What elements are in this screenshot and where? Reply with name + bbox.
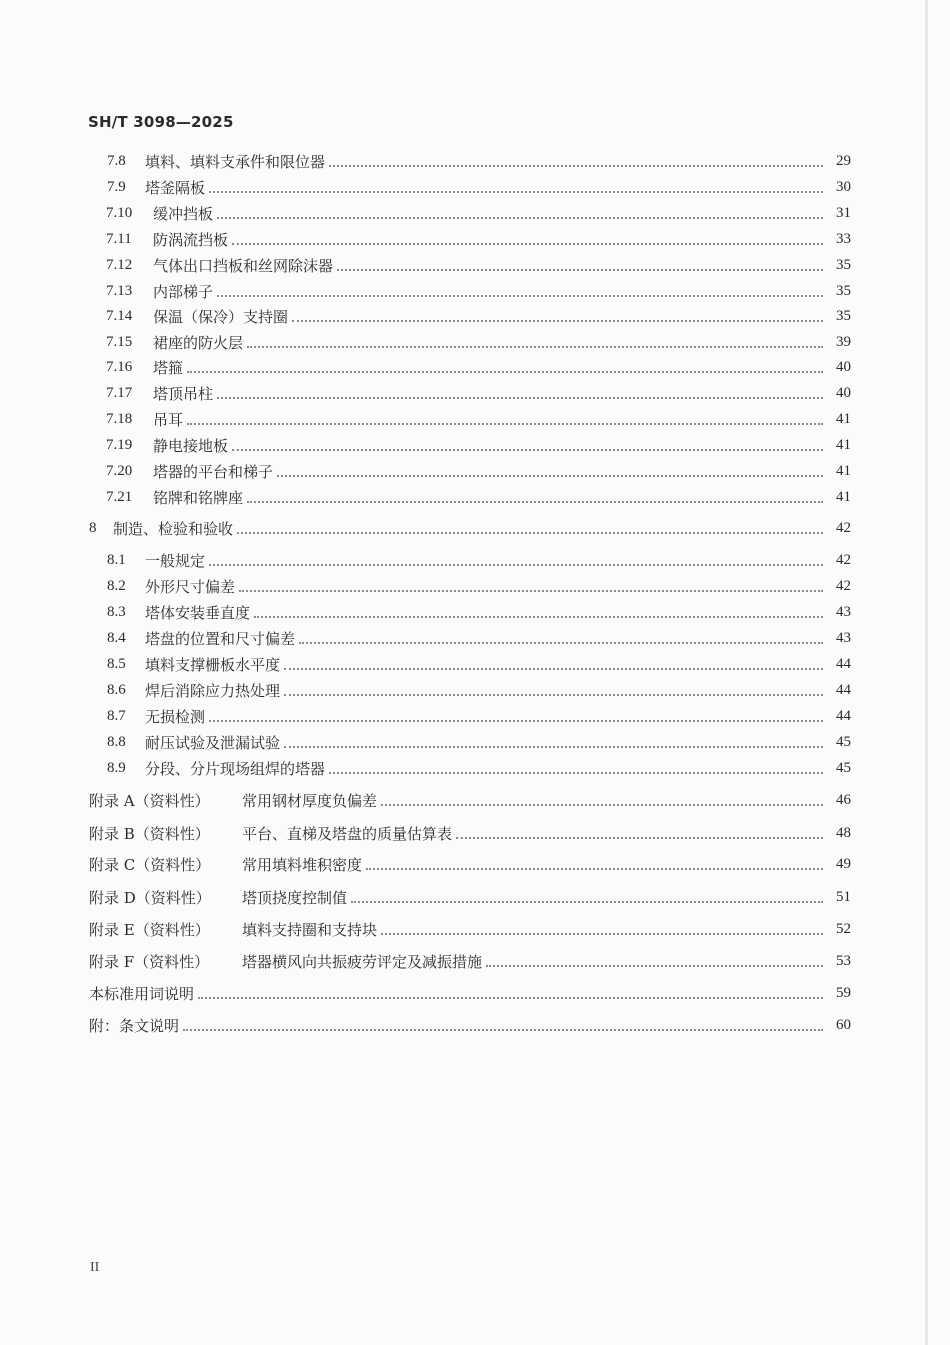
toc-entry-page: 41: [836, 410, 851, 427]
toc-entry-number: 附录 C（资料性）: [89, 855, 211, 874]
dot-leader: [329, 771, 823, 774]
toc-entry[interactable]: [0, 460, 950, 482]
toc-entry-number: 8.4: [107, 629, 126, 646]
dot-leader: [209, 719, 823, 722]
dot-leader: [381, 803, 823, 806]
toc-entry-number: 7.11: [106, 230, 132, 247]
dot-leader: [292, 319, 823, 322]
toc-entry[interactable]: [0, 356, 950, 378]
toc-entry-number: 7.10: [106, 204, 133, 221]
toc-entry-title: 保温（保冷）支持圈: [153, 307, 289, 326]
toc-entry-page: 42: [836, 577, 851, 594]
toc-entry[interactable]: [0, 757, 950, 779]
toc-entry[interactable]: [0, 382, 950, 404]
toc-entry-title: 防涡流挡板: [153, 230, 229, 249]
toc-entry-number: 7.20: [106, 462, 133, 479]
toc-entry-title: 塔器的平台和梯子: [153, 462, 274, 481]
toc-entry[interactable]: [0, 950, 950, 972]
toc-entry[interactable]: [0, 1014, 950, 1036]
toc-entry-page: 42: [836, 551, 851, 568]
toc-entry-title: 塔箍: [153, 358, 184, 377]
dot-leader: [209, 190, 823, 193]
toc-entry-title: 塔盘的位置和尺寸偏差: [145, 629, 296, 648]
toc-entry-title: 铭牌和铭牌座: [153, 488, 244, 507]
dot-leader: [209, 563, 823, 566]
dot-leader: [183, 1028, 823, 1031]
toc-entry-number: 8.9: [107, 759, 126, 776]
toc-entry[interactable]: [0, 331, 950, 353]
toc-entry-page: 35: [836, 307, 851, 324]
toc-entry[interactable]: [0, 280, 950, 302]
toc-entry-number: 8.6: [107, 681, 126, 698]
toc-entry-number: 7.19: [106, 436, 133, 453]
toc-entry-page: 35: [836, 282, 851, 299]
toc-entry-page: 59: [836, 984, 851, 1001]
toc-entry-number: 8.3: [107, 603, 126, 620]
toc-entry-number: 7.13: [106, 282, 133, 299]
toc-entry[interactable]: [0, 486, 950, 508]
toc-entry-page: 60: [836, 1016, 851, 1033]
toc-entry-number: 附录 D（资料性）: [89, 888, 211, 907]
toc-entry[interactable]: [0, 853, 950, 875]
toc-entry-title: 填料、填料支承件和限位器: [145, 152, 326, 171]
toc-entry-page: 29: [836, 152, 851, 169]
dot-leader: [277, 474, 823, 477]
toc-entry-page: 43: [836, 603, 851, 620]
toc-entry-page: 41: [836, 462, 851, 479]
toc-entry-title: 静电接地板: [153, 436, 229, 455]
dot-leader: [351, 900, 823, 903]
toc-entry-number: 7.14: [106, 307, 133, 324]
toc-entry-number: 8.2: [107, 577, 126, 594]
toc-entry-number: 7.17: [106, 384, 133, 401]
dot-leader: [217, 294, 823, 297]
toc-entry-number: 7.15: [106, 333, 133, 350]
toc-entry-page: 45: [836, 733, 851, 750]
dot-leader: [254, 615, 823, 618]
dot-leader: [456, 836, 823, 839]
toc-entry-page: 40: [836, 358, 851, 375]
toc-entry-page: 49: [836, 855, 851, 872]
toc-entry-number: 附录 B（资料性）: [89, 824, 210, 843]
toc-entry-page: 51: [836, 888, 851, 905]
toc-entry[interactable]: [0, 254, 950, 276]
toc-entry-number: 7.12: [106, 256, 133, 273]
toc-entry[interactable]: [0, 434, 950, 456]
toc-entry-title: 分段、分片现场组焊的塔器: [145, 759, 326, 778]
toc-entry-number: 8: [89, 519, 97, 536]
toc-entry-page: 44: [836, 655, 851, 672]
toc-entry-number: 附录 E（资料性）: [89, 920, 210, 939]
dot-leader: [198, 996, 823, 999]
toc-entry-page: 44: [836, 681, 851, 698]
toc-entry-number: 8.5: [107, 655, 126, 672]
toc-entry-title: 裙座的防火层: [153, 333, 244, 352]
toc-entry-title: 填料支持圈和支持块: [242, 920, 378, 939]
toc-entry[interactable]: [0, 982, 950, 1004]
toc-entry-title: 无损检测: [145, 707, 206, 726]
toc-entry-title: 塔顶挠度控制值: [242, 888, 348, 907]
dot-leader: [187, 422, 823, 425]
dot-leader: [337, 268, 823, 271]
toc-entry-title: 附：条文说明: [89, 1016, 180, 1035]
toc-entry-number: 8.1: [107, 551, 126, 568]
toc-entry[interactable]: [0, 517, 950, 539]
toc-entry-title: 平台、直梯及塔盘的质量估算表: [242, 824, 453, 843]
toc-entry-page: 46: [836, 791, 851, 808]
toc-entry-title: 填料支撑栅板水平度: [145, 655, 281, 674]
toc-entry-title: 制造、检验和验收: [113, 519, 234, 538]
toc-entry[interactable]: [0, 228, 950, 250]
toc-entry-page: 41: [836, 488, 851, 505]
toc-entry[interactable]: [0, 408, 950, 430]
toc-entry-number: 附录 A（资料性）: [89, 791, 210, 810]
toc-entry-page: 30: [836, 178, 851, 195]
dot-leader: [217, 216, 823, 219]
toc-entry-title: 吊耳: [153, 410, 184, 429]
toc-entry[interactable]: [0, 627, 950, 649]
toc-entry[interactable]: [0, 549, 950, 571]
dot-leader: [299, 641, 823, 644]
toc-entry[interactable]: [0, 705, 950, 727]
dot-leader: [217, 396, 823, 399]
toc-entry-page: 33: [836, 230, 851, 247]
dot-leader: [381, 932, 823, 935]
toc-entry-number: 8.8: [107, 733, 126, 750]
toc-entry[interactable]: [0, 789, 950, 811]
toc-entry[interactable]: [0, 202, 950, 224]
toc-entry-page: 31: [836, 204, 851, 221]
toc-entry-page: 44: [836, 707, 851, 724]
toc-entry-title: 常用填料堆积密度: [242, 855, 363, 874]
toc-entry-number: 附录 F（资料性）: [89, 952, 210, 971]
toc-entry[interactable]: [0, 918, 950, 940]
toc-entry-title: 塔顶吊柱: [153, 384, 214, 403]
toc-entry[interactable]: [0, 679, 950, 701]
toc-entry[interactable]: [0, 886, 950, 908]
toc-entry-page: 52: [836, 920, 851, 937]
toc-entry-title: 缓冲挡板: [153, 204, 214, 223]
toc-entry-page: 41: [836, 436, 851, 453]
toc-entry-title: 气体出口挡板和丝网除沫器: [153, 256, 334, 275]
toc-entry-number: 7.16: [106, 358, 133, 375]
dot-leader: [284, 745, 823, 748]
toc-entry[interactable]: [0, 822, 950, 844]
toc-entry-title: 塔釜隔板: [145, 178, 206, 197]
dot-leader: [247, 345, 823, 348]
toc-entry-title: 常用钢材厚度负偏差: [242, 791, 378, 810]
toc-entry-number: 7.8: [107, 152, 126, 169]
toc-entry-page: 45: [836, 759, 851, 776]
toc-entry-title: 本标准用词说明: [89, 984, 195, 1003]
toc-entry-title: 一般规定: [145, 551, 206, 570]
toc-entry-title: 焊后消除应力热处理: [145, 681, 281, 700]
toc-entry-page: 42: [836, 519, 851, 536]
dot-leader: [232, 448, 823, 451]
toc-entry-number: 7.18: [106, 410, 133, 427]
toc-entry-title: 塔器横风向共振疲劳评定及减振措施: [242, 952, 483, 971]
toc-entry-page: 39: [836, 333, 851, 350]
toc-entry-title: 内部梯子: [153, 282, 214, 301]
dot-leader: [239, 589, 823, 592]
dot-leader: [329, 164, 823, 167]
toc-entry-title: 塔体安装垂直度: [145, 603, 251, 622]
toc-entry[interactable]: [0, 731, 950, 753]
page-number-footer: II: [90, 1260, 100, 1275]
dot-leader: [232, 242, 823, 245]
dot-leader: [284, 667, 823, 670]
toc-entry-number: 7.21: [106, 488, 133, 505]
toc-entry-page: 53: [836, 952, 851, 969]
dot-leader: [237, 531, 823, 534]
toc-entry-page: 48: [836, 824, 851, 841]
toc-entry-page: 35: [836, 256, 851, 273]
toc-entry-page: 40: [836, 384, 851, 401]
standard-number-header: SH/T 3098—2025: [88, 113, 234, 131]
toc-entry-title: 耐压试验及泄漏试验: [145, 733, 281, 752]
toc-entry-page: 43: [836, 629, 851, 646]
dot-leader: [247, 500, 823, 503]
dot-leader: [486, 964, 823, 967]
toc-entry[interactable]: [0, 176, 950, 198]
toc-entry[interactable]: [0, 575, 950, 597]
toc-entry[interactable]: [0, 653, 950, 675]
dot-leader: [187, 370, 823, 373]
toc-entry[interactable]: [0, 601, 950, 623]
dot-leader: [284, 693, 823, 696]
dot-leader: [366, 867, 823, 870]
toc-entry[interactable]: [0, 305, 950, 327]
toc-entry-title: 外形尺寸偏差: [145, 577, 236, 596]
toc-entry-number: 8.7: [107, 707, 126, 724]
toc-entry-number: 7.9: [107, 178, 126, 195]
toc-entry[interactable]: [0, 150, 950, 172]
